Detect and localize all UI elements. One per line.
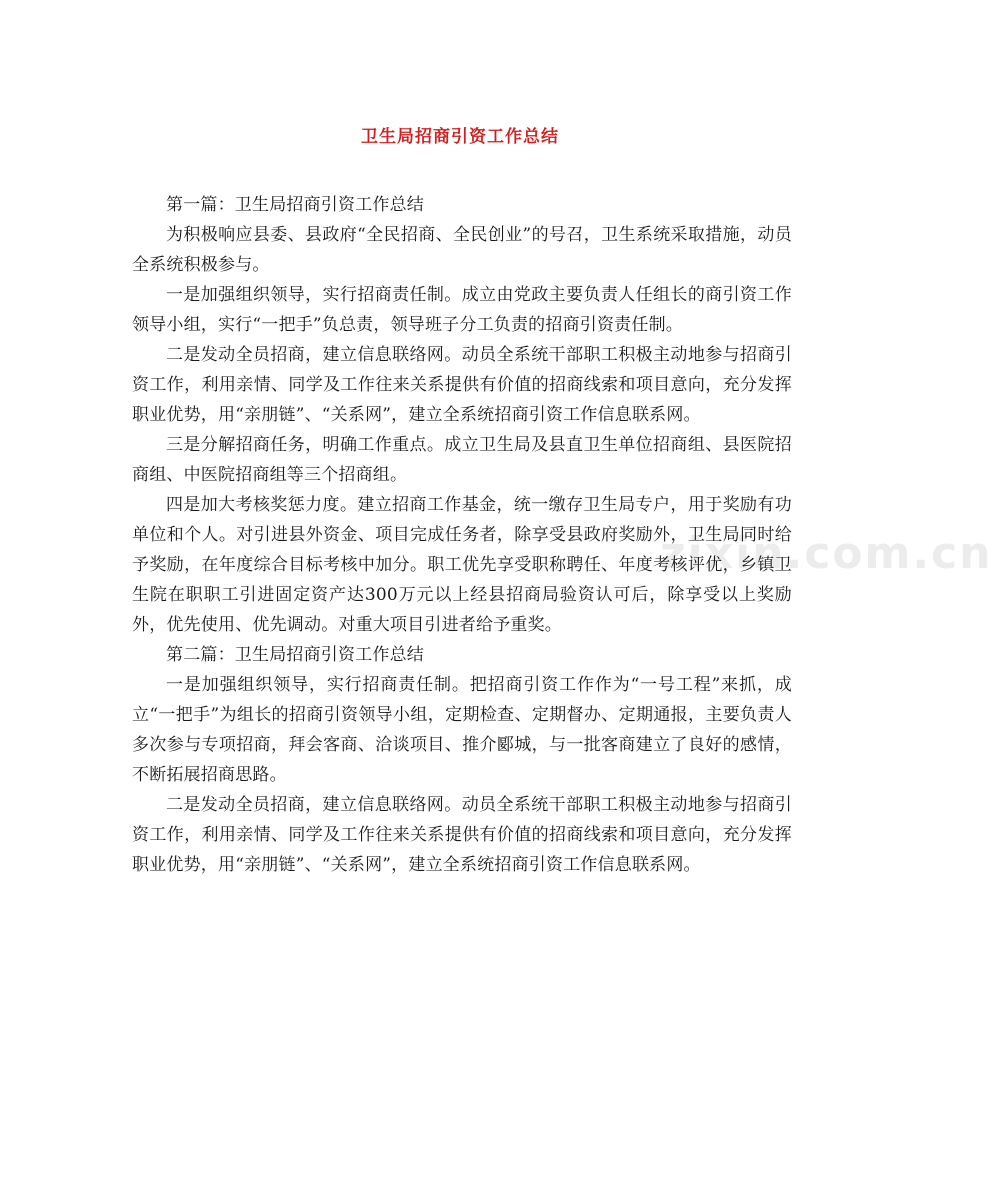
paragraph: 四是加大考核奖惩力度。建立招商工作基金，统一缴存卫生局专户，用于奖励有功单位和个人。对引进县外资金、项目完成任务者，除享受县政府奖励外，卫生局同时给予奖励，在年度综合目标考核中加分。职工优先享受职称聘任、年度考核评优，乡镇卫生院在职职工引进固定资产达300万元以上经县招商局验资认可后，除享受以上奖励外，优先使用、优先调动。对重大项目引进者给予重奖。 — [132, 495, 792, 635]
section-heading-2: 第二篇：卫生局招商引资工作总结 — [166, 645, 424, 665]
paragraph: 一是加强组织领导，实行招商责任制。把招商引资工作作为“一号工程”来抓，成立“一把手”为组长的招商引资领导小组，定期检查、定期督办、定期通报，主要负责人多次参与专项招商，拜会客商、洽谈项目、推介郾城，与一批客商建立了良好的感情，不断拓展招商思路。 — [132, 675, 792, 785]
paragraph: 一是加强组织领导，实行招商责任制。成立由党政主要负责人任组长的商引资工作领导小组，实行“一把手”负总责，领导班子分工负责的招商引资责任制。 — [132, 285, 792, 335]
section-heading-1: 第一篇：卫生局招商引资工作总结 — [166, 195, 424, 215]
paragraph: 三是分解招商任务，明确工作重点。成立卫生局及县直卫生单位招商组、县医院招商组、中医院招商组等三个招商组。 — [132, 435, 792, 485]
paragraph: 为积极响应县委、县政府“全民招商、全民创业”的号召，卫生系统采取措施，动员全系统积极参与。 — [132, 225, 792, 275]
document-body — [132, 190, 792, 880]
paragraph: 二是发动全员招商，建立信息联络网。动员全系统干部职工积极主动地参与招商引资工作，利用亲情、同学及工作往来关系提供有价值的招商线索和项目意向，充分发挥职业优势，用“亲朋链”、“关系网”，建立全系统招商引资工作信息联系网。 — [132, 795, 792, 875]
watermark: zixin.com.cn — [660, 528, 992, 579]
paragraph: 二是发动全员招商，建立信息联络网。动员全系统干部职工积极主动地参与招商引资工作，利用亲情、同学及工作往来关系提供有价值的招商线索和项目意向，充分发挥职业优势，用“亲朋链”、“关系网”，建立全系统招商引资工作信息联系网。 — [132, 345, 792, 425]
document-title: 卫生局招商引资工作总结 — [361, 127, 559, 147]
